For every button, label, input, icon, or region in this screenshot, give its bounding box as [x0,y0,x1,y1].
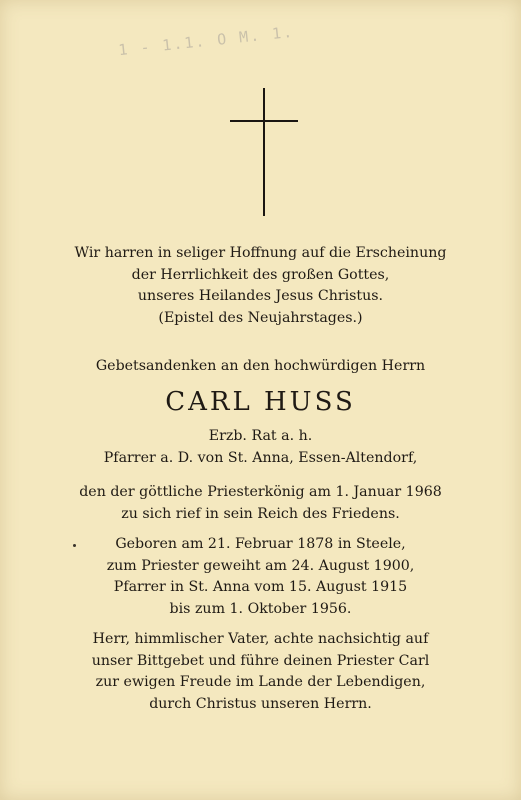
title-line: Pfarrer a. D. von St. Anna, Essen-Altendorf, [103,449,418,466]
prayer-line: zur ewigen Freude im Lande der Lebendigen, [95,674,426,690]
verse-line: unseres Heilandes Jesus Christus. [137,288,384,304]
verse-line: Wir harren in seliger Hoffnung auf die Erscheinung [74,245,447,261]
bio-line: bis zum 1. Oktober 1956. [169,600,352,617]
prayer-line: durch Christus unseren Herrn. [149,695,372,712]
prayer-line: unser Bittgebet und führe deinen Priester Carl [91,652,430,669]
death-line: den der göttliche Priesterkönig am 1. Januar 1968 [79,484,442,500]
intro-line [0,356,521,378]
verse-line: der Herrlichkeit des großen Gottes, [131,266,390,283]
prayer-line: Herr, himmlischer Vater, achte nachsichtig auf [92,631,429,647]
cross-horizontal-bar [230,120,298,122]
intro-text: Gebetsandenken an den hochwürdigen Herrn [95,358,426,374]
deceased-name: CARL HUSS [165,387,356,417]
bio-line: zum Priester geweiht am 24. August 1900, [106,557,415,574]
closing-prayer [0,629,521,715]
title-line: Erzb. Rat a. h. [208,428,313,444]
death-line: zu sich rief in sein Reich des Friedens. [121,505,400,522]
bio-line: Pfarrer in St. Anna vom 15. August 1915 [113,579,408,595]
pencil-note: 1 - 1.1. O M. 1. [117,22,295,60]
scripture-verse [0,243,521,329]
cross-icon [230,88,298,216]
deceased-titles [0,426,521,469]
cross-vertical-bar [263,88,265,216]
biography [0,534,521,620]
bio-line: Geboren am 21. Februar 1878 in Steele, [115,536,406,552]
verse-source: (Epistel des Neujahrstages.) [158,309,363,326]
death-notice [0,482,521,525]
